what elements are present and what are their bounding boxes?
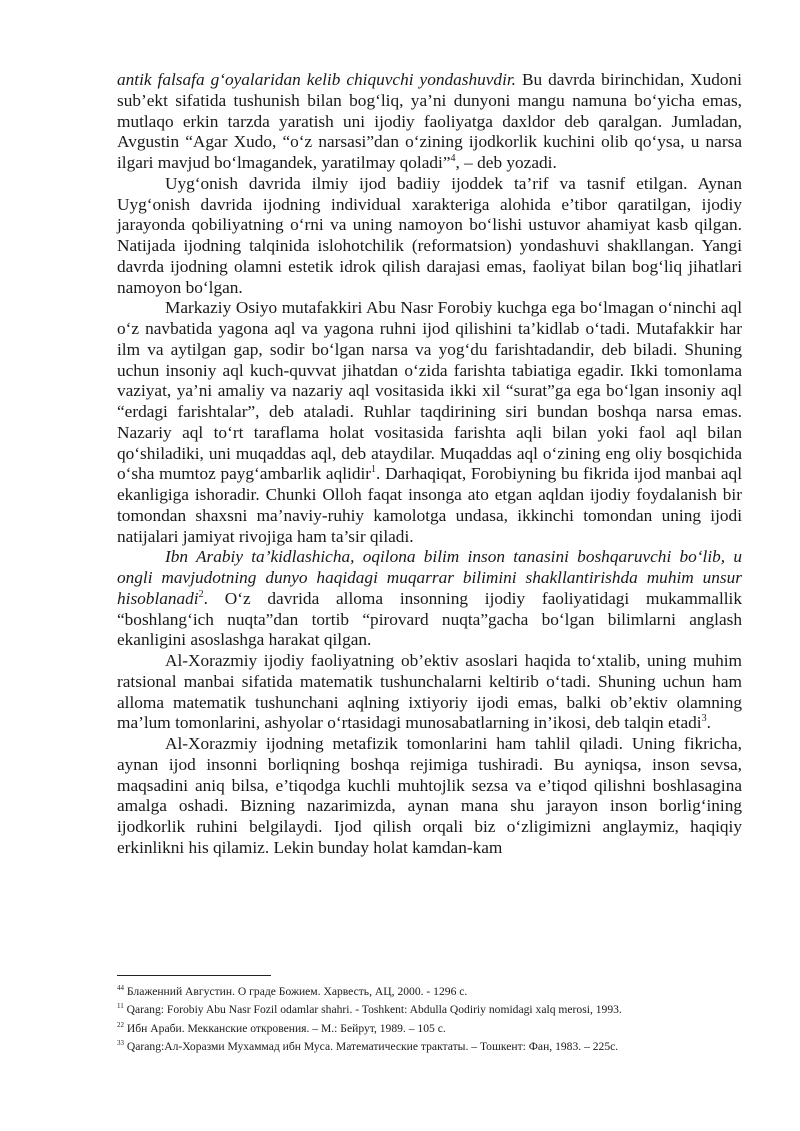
paragraph-1 [117, 70, 742, 174]
paragraph-tail: . O‘z davrida alloma insonning ijodiy faoliyatidagi mukammallik “boshlang‘ich nuqta”dan tortib “pirovard nuqta”gacha bo‘lgan bilimlarni anglash ekanligini asoslashga harakat qilgan. [117, 588, 742, 650]
document-body [117, 70, 742, 859]
paragraph-text: Markaziy Osiyo mutafakkiri Abu Nasr Forobiy kuchga ega bo‘lmagan o‘ninchi aql o‘z navbatida yagona aql va yagona ruhni ijod qilishini ta’kidlab o‘tadi. Mutafakkir har ilm va aytilgan gap, sodir bo‘lgan narsa va yog‘du farishtadandir, deb biladi. Shuning uchun insoniy aql kuch-quvvat jihatdan o‘zida farishta tabiatiga egadir. Ikki tomonlama vaziyat, ya’ni amaliy va nazariy aql vositasida ikki xil “surat”ga ega bo‘lgan insoniy aql “erdagi farishtalar”, deb ataladi. Ruhlar taqdirining siri bundan boshqa narsa emas. Nazariy aql to‘rt taraflama holat vositasida farishta aqli bilan yoki faol aql bilan qo‘shiladiki, uni muqaddas aql, deb ataydilar. Muqaddas aql o‘zining eng oliy bosqichida o‘sha mumtoz payg‘ambarlik aqlidir [117, 298, 742, 484]
paragraph-text: Al-Xorazmiy ijodning metafizik tomonlarini ham tahlil qiladi. Uning fikricha, aynan ijod insonni borliqning boshqa rejimiga tushiradi. Bu ayniqsa, inson sevsa, maqsadini aniq bilsa, e’tiqodga kuchli muhtojlik sezsa va e’tiqod qilishni boshlasagina amalga oshadi. Bizning nazarimizda, aynan mana shu jarayon inson borlig‘ining ijodkorlik ruhini belgilaydi. Ijod qilish orqali biz o‘zligimizni anglaymiz, haqiqiy erkinlikni his qilamiz. Lekin bunday holat kamdan-kam [117, 734, 742, 857]
footnote-ref: 2 [198, 588, 204, 600]
footnote-ref: 3 [701, 713, 707, 725]
footnote-ref: 1 [371, 464, 377, 476]
footnotes-section [117, 975, 742, 1056]
footnote-item [117, 1020, 742, 1038]
paragraph-2 [117, 174, 742, 299]
footnote-mark: 22 [117, 1020, 124, 1029]
footnote-mark: 33 [117, 1039, 124, 1048]
footnote-item [117, 1001, 742, 1019]
footnote-mark: 44 [117, 984, 124, 993]
footnote-item [117, 1038, 742, 1056]
footnote-item [117, 983, 742, 1001]
paragraph-tail: , – deb yozadi. [455, 153, 557, 172]
paragraph-text: Bu davrda birinchidan, Xudoni sub’ekt sifatida tushunish bilan bog‘liq, ya’ni dunyoni mangu namuna bo‘yicha emas, mutlaqo erkin tarzda yaratish uni ijodiy faoliyatga daxldor deb qaralgan. Jumladan, Avgustin “Agar Xudo, “o‘z narsasi”dan o‘zining ijodkorlik kuchini olib qo‘ysa, u narsa ilgari mavjud bo‘lmagandek, yaratilmay qoladi” [117, 70, 742, 172]
footnote-text: Ибн Араби. Мекканские откровения. – М.: Бейрут, 1989. – 105 с. [124, 1021, 446, 1035]
paragraph-4 [117, 547, 742, 651]
paragraph-text: Uyg‘onish davrida ilmiy ijod badiiy ijoddek ta’rif va tasnif etilgan. Aynan Uyg‘onish davrida ijodning individual xarakteriga alohida e’tibor qaratilgan, ijodiy jarayonda qobiliyatning o‘rni va uning namoyon bo‘lishi ustuvor ahamiyat kasb qilgan. Natijada ijodning talqinida islohotchilik (reformatsion) yondashuvi shakllangan. Yangi davrda ijodning olamni estetik idrok qilish darajasi emas, faoliyat bilan bog‘liq jihatlari namoyon bo‘lgan. [117, 173, 742, 297]
footnote-text: Qarang:Ал-Хоразми Мухаммад ибн Муса. Математические трактаты. – Тошкент: Фан, 1983. – 225с. [124, 1039, 619, 1053]
footnote-ref: 4 [450, 153, 456, 165]
italic-phrase: antik falsafa g‘oyalaridan kelib chiquvchi yondashuvdir. [117, 70, 516, 89]
footnote-mark: 11 [117, 1002, 124, 1011]
paragraph-tail: . [706, 713, 711, 733]
italic-quote: Ibn Arabiy ta’kidlashicha, oqilona bilim inson tanasini boshqaruvchi bo‘lib, u ongli mavjudotning dunyo haqidagi muqarrar bilimini shakllantirishda muhim unsur hisoblanadi [117, 547, 742, 608]
paragraph-tail: . Darhaqiqat, Forobiyning bu fikrida ijod manbai aql ekanligiga ishoradir. Chunki Olloh faqat insonga ato etgan aqldan ijodiy foydalanish bir tomondan shaxsni ma’naviy-ruhiy kamolotga undasa, ikkinchi tomondan uning ijodi natijalari jamiyat rivojiga ham ta’sir qiladi. [117, 464, 742, 546]
paragraph-6 [117, 734, 742, 859]
footnote-text: Блаженний Августин. О граде Божием. Харвесть, АЦ, 2000. - 1296 с. [124, 985, 468, 998]
paragraph-text: Al-Xorazmiy ijodiy faoliyatning ob’ektiv asoslari haqida to‘xtalib, uning muhim ratsional manbai sifatida matematik tushunchalarni keltirib o‘tadi. Shuning uchun ham alloma matematik tushunchani aqlning ixtiyoriy ijodi emas, balki ob’ektiv olamning ma’lum tomonlarini, ashyolar o‘rtasidagi munosabatlarning in’ikosi, deb talqin etadi [117, 651, 742, 733]
footnote-text: Qarang: Forobiy Abu Nasr Fozil odamlar shahri. - Toshkent: Abdulla Qodiriy nomidagi xalq merosi, 1993. [123, 1003, 622, 1017]
paragraph-5 [117, 651, 742, 734]
paragraph-3 [117, 298, 742, 547]
footnote-divider [117, 975, 271, 976]
